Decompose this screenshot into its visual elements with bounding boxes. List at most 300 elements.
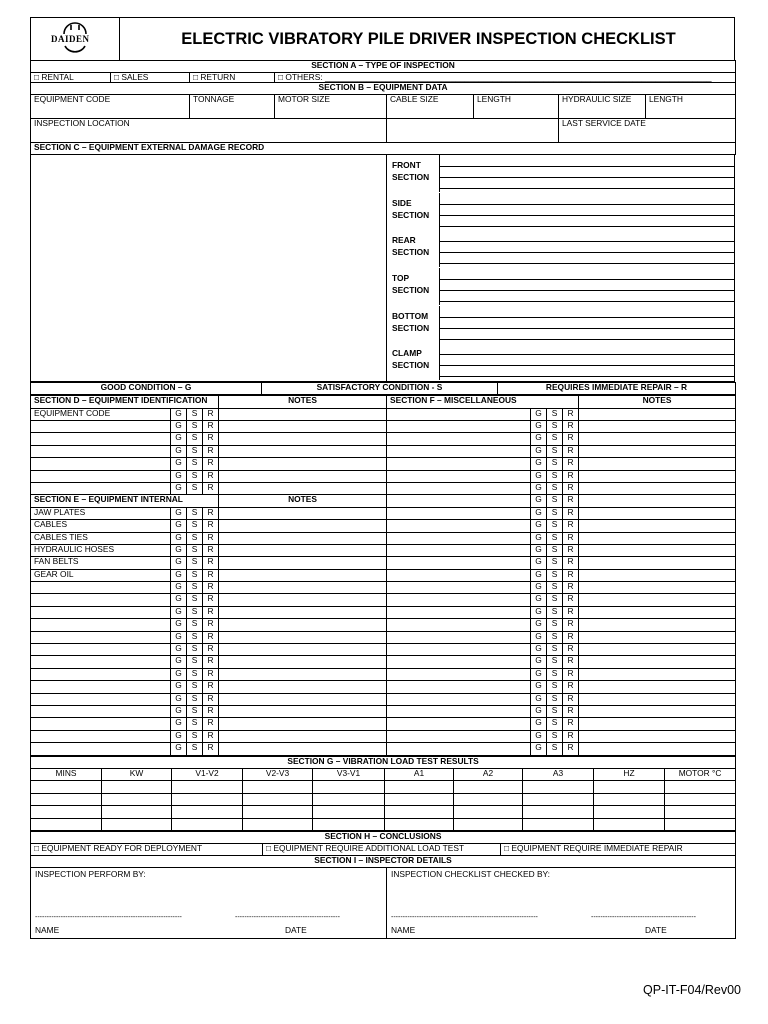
section-f-item[interactable] <box>387 408 531 420</box>
rating-g[interactable]: G <box>531 470 547 482</box>
rating-g[interactable]: G <box>171 619 187 631</box>
section-f-item[interactable] <box>387 458 531 470</box>
rating-g[interactable]: G <box>171 706 187 718</box>
section-e-note[interactable] <box>219 532 387 544</box>
rating-s[interactable]: S <box>187 693 203 705</box>
conclusion-load-test[interactable]: □ EQUIPMENT REQUIRE ADDITIONAL LOAD TEST <box>263 843 501 855</box>
rating-r[interactable]: R <box>203 557 219 569</box>
section-d-note[interactable] <box>219 445 387 457</box>
section-f-note[interactable] <box>579 668 736 680</box>
load-test-cell[interactable] <box>594 806 665 818</box>
rating-s[interactable]: S <box>547 594 563 606</box>
load-test-cell[interactable] <box>313 781 385 793</box>
rating-r[interactable]: R <box>203 544 219 556</box>
section-f-note[interactable] <box>579 693 736 705</box>
rating-g[interactable]: G <box>531 743 547 755</box>
section-e-item[interactable]: JAW PLATES <box>31 507 171 519</box>
load-test-cell[interactable] <box>31 806 102 818</box>
field-inspection-location[interactable]: INSPECTION LOCATION <box>31 119 387 143</box>
section-f-note[interactable] <box>579 544 736 556</box>
load-test-cell[interactable] <box>172 818 243 830</box>
rating-r[interactable]: R <box>203 421 219 433</box>
rating-s[interactable]: S <box>547 706 563 718</box>
section-e-item[interactable]: HYDRAULIC HOSES <box>31 544 171 556</box>
rating-r[interactable]: R <box>203 408 219 420</box>
rating-r[interactable]: R <box>203 656 219 668</box>
rating-s[interactable]: S <box>547 470 563 482</box>
rating-r[interactable]: R <box>563 458 579 470</box>
rating-r[interactable]: R <box>203 445 219 457</box>
load-test-cell[interactable] <box>172 781 243 793</box>
section-d-note[interactable] <box>219 470 387 482</box>
section-e-note[interactable] <box>219 582 387 594</box>
damage-write-line[interactable] <box>439 166 734 167</box>
rating-s[interactable]: S <box>547 421 563 433</box>
rating-r[interactable]: R <box>563 619 579 631</box>
rating-s[interactable]: S <box>547 557 563 569</box>
option-sales[interactable]: □ SALES <box>111 73 190 83</box>
load-test-cell[interactable] <box>102 818 172 830</box>
section-f-note[interactable] <box>579 433 736 445</box>
rating-g[interactable]: G <box>531 606 547 618</box>
damage-write-line[interactable] <box>439 365 734 366</box>
rating-s[interactable]: S <box>187 445 203 457</box>
section-e-item[interactable] <box>31 594 171 606</box>
section-f-item[interactable] <box>387 644 531 656</box>
section-e-item[interactable] <box>31 718 171 730</box>
field-equipment-code[interactable]: EQUIPMENT CODE <box>31 95 190 119</box>
rating-r[interactable]: R <box>203 520 219 532</box>
section-e-note[interactable] <box>219 594 387 606</box>
rating-s[interactable]: S <box>547 743 563 755</box>
rating-r[interactable]: R <box>203 681 219 693</box>
rating-r[interactable]: R <box>563 582 579 594</box>
rating-s[interactable]: S <box>187 594 203 606</box>
rating-s[interactable]: S <box>187 433 203 445</box>
load-test-cell[interactable] <box>243 781 313 793</box>
section-d-note[interactable] <box>219 421 387 433</box>
rating-g[interactable]: G <box>531 668 547 680</box>
section-f-item[interactable] <box>387 706 531 718</box>
rating-s[interactable]: S <box>547 693 563 705</box>
load-test-cell[interactable] <box>313 818 385 830</box>
rating-r[interactable]: R <box>203 644 219 656</box>
rating-g[interactable]: G <box>171 656 187 668</box>
section-f-item[interactable] <box>387 532 531 544</box>
load-test-cell[interactable] <box>523 818 594 830</box>
section-f-item[interactable] <box>387 470 531 482</box>
rating-r[interactable]: R <box>203 582 219 594</box>
damage-write-line[interactable] <box>439 339 734 340</box>
section-f-item[interactable] <box>387 433 531 445</box>
section-d-item[interactable] <box>31 458 171 470</box>
load-test-cell[interactable] <box>243 818 313 830</box>
rating-s[interactable]: S <box>547 433 563 445</box>
section-e-item[interactable] <box>31 644 171 656</box>
section-f-item[interactable] <box>387 743 531 755</box>
section-d-item[interactable] <box>31 421 171 433</box>
section-e-note[interactable] <box>219 656 387 668</box>
section-e-note[interactable] <box>219 507 387 519</box>
damage-write-line[interactable] <box>439 204 734 205</box>
load-test-cell[interactable] <box>385 806 454 818</box>
section-f-note[interactable] <box>579 619 736 631</box>
section-f-item[interactable] <box>387 619 531 631</box>
option-rental[interactable]: □ RENTAL <box>31 73 111 83</box>
field-last-service-date[interactable]: LAST SERVICE DATE <box>559 119 736 143</box>
section-f-note[interactable] <box>579 706 736 718</box>
damage-write-line[interactable] <box>439 252 734 253</box>
field-location-value[interactable] <box>387 119 559 143</box>
section-f-item[interactable] <box>387 569 531 581</box>
section-f-note[interactable] <box>579 532 736 544</box>
section-e-note[interactable] <box>219 681 387 693</box>
rating-s[interactable]: S <box>187 482 203 494</box>
rating-g[interactable]: G <box>171 718 187 730</box>
rating-g[interactable]: G <box>171 631 187 643</box>
inspector-box[interactable] <box>31 867 387 938</box>
rating-g[interactable]: G <box>531 706 547 718</box>
rating-g[interactable]: G <box>531 532 547 544</box>
damage-write-line[interactable] <box>439 290 734 291</box>
section-e-note[interactable] <box>219 520 387 532</box>
rating-g[interactable]: G <box>531 619 547 631</box>
section-f-note[interactable] <box>579 718 736 730</box>
rating-g[interactable]: G <box>531 433 547 445</box>
section-e-note[interactable] <box>219 619 387 631</box>
rating-s[interactable]: S <box>187 470 203 482</box>
section-f-item[interactable] <box>387 582 531 594</box>
rating-r[interactable]: R <box>563 631 579 643</box>
rating-g[interactable]: G <box>531 495 547 507</box>
load-test-cell[interactable] <box>523 793 594 805</box>
section-e-item[interactable]: CABLES <box>31 520 171 532</box>
damage-write-line[interactable] <box>439 177 734 178</box>
rating-g[interactable]: G <box>171 433 187 445</box>
rating-s[interactable]: S <box>187 644 203 656</box>
section-f-note[interactable] <box>579 507 736 519</box>
rating-s[interactable]: S <box>547 482 563 494</box>
damage-write-line[interactable] <box>439 188 734 189</box>
rating-s[interactable]: S <box>187 408 203 420</box>
rating-s[interactable]: S <box>547 569 563 581</box>
section-e-item[interactable] <box>31 681 171 693</box>
load-test-cell[interactable] <box>172 806 243 818</box>
rating-r[interactable]: R <box>563 544 579 556</box>
rating-g[interactable]: G <box>171 520 187 532</box>
damage-write-line[interactable] <box>439 226 734 227</box>
section-e-note[interactable] <box>219 706 387 718</box>
damage-write-line[interactable] <box>439 215 734 216</box>
rating-s[interactable]: S <box>547 445 563 457</box>
section-e-item[interactable] <box>31 706 171 718</box>
option-return[interactable]: □ RETURN <box>190 73 275 83</box>
rating-s[interactable]: S <box>547 606 563 618</box>
rating-r[interactable]: R <box>203 470 219 482</box>
section-e-item[interactable] <box>31 668 171 680</box>
rating-s[interactable]: S <box>547 668 563 680</box>
section-e-note[interactable] <box>219 557 387 569</box>
rating-s[interactable]: S <box>547 520 563 532</box>
rating-g[interactable]: G <box>531 421 547 433</box>
rating-r[interactable]: R <box>203 668 219 680</box>
section-f-note[interactable] <box>579 582 736 594</box>
rating-s[interactable]: S <box>547 507 563 519</box>
load-test-cell[interactable] <box>385 793 454 805</box>
section-e-note[interactable] <box>219 743 387 755</box>
rating-s[interactable]: S <box>187 656 203 668</box>
rating-r[interactable]: R <box>203 718 219 730</box>
rating-s[interactable]: S <box>187 718 203 730</box>
load-test-cell[interactable] <box>31 818 102 830</box>
rating-r[interactable]: R <box>203 507 219 519</box>
checker-box[interactable] <box>387 867 736 938</box>
rating-s[interactable]: S <box>187 631 203 643</box>
section-f-item[interactable] <box>387 421 531 433</box>
rating-s[interactable]: S <box>547 458 563 470</box>
rating-s[interactable]: S <box>187 681 203 693</box>
rating-r[interactable]: R <box>203 594 219 606</box>
section-e-item[interactable] <box>31 631 171 643</box>
load-test-cell[interactable] <box>523 781 594 793</box>
load-test-cell[interactable] <box>454 806 523 818</box>
section-d-item[interactable] <box>31 433 171 445</box>
load-test-cell[interactable] <box>385 781 454 793</box>
section-f-note[interactable] <box>579 445 736 457</box>
damage-write-line[interactable] <box>439 263 734 264</box>
damage-write-line[interactable] <box>439 328 734 329</box>
rating-g[interactable]: G <box>531 569 547 581</box>
damage-write-line[interactable] <box>439 317 734 318</box>
section-f-item[interactable] <box>387 507 531 519</box>
section-f-item[interactable] <box>387 631 531 643</box>
rating-s[interactable]: S <box>187 668 203 680</box>
rating-s[interactable]: S <box>187 606 203 618</box>
rating-g[interactable]: G <box>531 557 547 569</box>
load-test-cell[interactable] <box>243 806 313 818</box>
rating-g[interactable]: G <box>171 681 187 693</box>
rating-r[interactable]: R <box>563 532 579 544</box>
section-f-item[interactable] <box>387 594 531 606</box>
rating-s[interactable]: S <box>547 408 563 420</box>
load-test-cell[interactable] <box>102 806 172 818</box>
section-f-item[interactable] <box>387 445 531 457</box>
rating-s[interactable]: S <box>187 743 203 755</box>
rating-g[interactable]: G <box>531 656 547 668</box>
section-e-item[interactable] <box>31 693 171 705</box>
load-test-cell[interactable] <box>454 793 523 805</box>
rating-g[interactable]: G <box>171 668 187 680</box>
damage-sketch-area[interactable] <box>31 155 387 381</box>
load-test-cell[interactable] <box>102 793 172 805</box>
section-e-item[interactable] <box>31 743 171 755</box>
rating-r[interactable]: R <box>203 743 219 755</box>
section-d-note[interactable] <box>219 433 387 445</box>
rating-r[interactable]: R <box>563 718 579 730</box>
rating-g[interactable]: G <box>531 520 547 532</box>
section-f-note[interactable] <box>579 408 736 420</box>
section-e-note[interactable] <box>219 644 387 656</box>
section-f-item[interactable] <box>387 606 531 618</box>
rating-r[interactable]: R <box>563 706 579 718</box>
rating-g[interactable]: G <box>171 445 187 457</box>
section-d-item[interactable] <box>31 445 171 457</box>
field-tonnage[interactable]: TONNAGE <box>190 95 275 119</box>
load-test-cell[interactable] <box>313 806 385 818</box>
section-f-item[interactable] <box>387 520 531 532</box>
rating-s[interactable]: S <box>187 569 203 581</box>
rating-r[interactable]: R <box>203 569 219 581</box>
field-hydraulic-length[interactable]: LENGTH <box>646 95 736 119</box>
rating-r[interactable]: R <box>563 681 579 693</box>
section-d-item[interactable] <box>31 470 171 482</box>
section-d-note[interactable] <box>219 408 387 420</box>
rating-s[interactable]: S <box>187 544 203 556</box>
load-test-cell[interactable] <box>665 806 736 818</box>
rating-g[interactable]: G <box>171 743 187 755</box>
rating-g[interactable]: G <box>171 470 187 482</box>
section-f-item[interactable] <box>387 656 531 668</box>
section-f-note[interactable] <box>579 458 736 470</box>
rating-g[interactable]: G <box>531 582 547 594</box>
section-e-item[interactable] <box>31 582 171 594</box>
field-motor-size[interactable]: MOTOR SIZE <box>275 95 387 119</box>
rating-s[interactable]: S <box>187 557 203 569</box>
rating-g[interactable]: G <box>531 594 547 606</box>
rating-s[interactable]: S <box>187 730 203 742</box>
rating-g[interactable]: G <box>531 693 547 705</box>
rating-g[interactable]: G <box>531 718 547 730</box>
rating-r[interactable]: R <box>563 644 579 656</box>
damage-write-line[interactable] <box>439 376 734 377</box>
damage-write-line[interactable] <box>439 354 734 355</box>
section-e-note[interactable] <box>219 730 387 742</box>
rating-g[interactable]: G <box>531 507 547 519</box>
load-test-cell[interactable] <box>31 793 102 805</box>
rating-r[interactable]: R <box>563 693 579 705</box>
rating-r[interactable]: R <box>203 693 219 705</box>
rating-r[interactable]: R <box>563 445 579 457</box>
damage-write-line[interactable] <box>439 241 734 242</box>
rating-g[interactable]: G <box>171 458 187 470</box>
load-test-cell[interactable] <box>243 793 313 805</box>
section-e-item[interactable]: CABLES TIES <box>31 532 171 544</box>
rating-r[interactable]: R <box>203 706 219 718</box>
rating-r[interactable]: R <box>203 619 219 631</box>
section-f-item[interactable] <box>387 718 531 730</box>
field-length[interactable]: LENGTH <box>474 95 559 119</box>
conclusion-ready[interactable]: □ EQUIPMENT READY FOR DEPLOYMENT <box>31 843 263 855</box>
rating-g[interactable]: G <box>171 532 187 544</box>
section-f-note[interactable] <box>579 569 736 581</box>
rating-r[interactable]: R <box>563 606 579 618</box>
rating-r[interactable]: R <box>563 668 579 680</box>
rating-s[interactable]: S <box>547 681 563 693</box>
rating-s[interactable]: S <box>187 458 203 470</box>
load-test-cell[interactable] <box>594 781 665 793</box>
damage-write-line[interactable] <box>439 279 734 280</box>
rating-g[interactable]: G <box>171 421 187 433</box>
rating-r[interactable]: R <box>563 507 579 519</box>
section-e-item[interactable] <box>31 606 171 618</box>
rating-s[interactable]: S <box>547 619 563 631</box>
section-e-note[interactable] <box>219 668 387 680</box>
rating-r[interactable]: R <box>563 656 579 668</box>
section-d-note[interactable] <box>219 458 387 470</box>
field-cable-size[interactable]: CABLE SIZE <box>387 95 474 119</box>
section-f-note[interactable] <box>579 631 736 643</box>
rating-s[interactable]: S <box>187 706 203 718</box>
load-test-cell[interactable] <box>665 781 736 793</box>
rating-r[interactable]: R <box>563 433 579 445</box>
rating-g[interactable]: G <box>531 730 547 742</box>
load-test-cell[interactable] <box>313 793 385 805</box>
section-f-note[interactable] <box>579 482 736 494</box>
rating-r[interactable]: R <box>203 730 219 742</box>
rating-g[interactable]: G <box>531 458 547 470</box>
rating-g[interactable]: G <box>531 681 547 693</box>
section-f-note[interactable] <box>579 594 736 606</box>
section-f-note[interactable] <box>579 656 736 668</box>
load-test-cell[interactable] <box>385 818 454 830</box>
rating-g[interactable]: G <box>171 606 187 618</box>
rating-r[interactable]: R <box>563 408 579 420</box>
section-e-note[interactable] <box>219 693 387 705</box>
field-hydraulic-size[interactable]: HYDRAULIC SIZE <box>559 95 646 119</box>
section-f-note[interactable] <box>579 470 736 482</box>
rating-r[interactable]: R <box>203 606 219 618</box>
section-f-item[interactable] <box>387 544 531 556</box>
section-f-note[interactable] <box>579 495 736 507</box>
load-test-cell[interactable] <box>454 818 523 830</box>
rating-s[interactable]: S <box>187 520 203 532</box>
load-test-cell[interactable] <box>523 806 594 818</box>
load-test-cell[interactable] <box>102 781 172 793</box>
option-others[interactable]: □ OTHERS: ___________________________________________________________________________________ <box>275 73 736 83</box>
section-f-note[interactable] <box>579 730 736 742</box>
rating-g[interactable]: G <box>531 445 547 457</box>
rating-g[interactable]: G <box>171 594 187 606</box>
rating-r[interactable]: R <box>563 470 579 482</box>
rating-g[interactable]: G <box>171 569 187 581</box>
section-e-note[interactable] <box>219 606 387 618</box>
load-test-cell[interactable] <box>454 781 523 793</box>
load-test-cell[interactable] <box>594 793 665 805</box>
rating-g[interactable]: G <box>171 507 187 519</box>
section-f-item[interactable] <box>387 681 531 693</box>
section-f-note[interactable] <box>579 520 736 532</box>
load-test-cell[interactable] <box>665 818 736 830</box>
rating-s[interactable]: S <box>547 582 563 594</box>
section-d-note[interactable] <box>219 482 387 494</box>
section-f-item[interactable] <box>387 668 531 680</box>
damage-write-line[interactable] <box>439 301 734 302</box>
section-f-note[interactable] <box>579 681 736 693</box>
rating-r[interactable]: R <box>563 569 579 581</box>
section-e-note[interactable] <box>219 569 387 581</box>
rating-g[interactable]: G <box>171 730 187 742</box>
rating-g[interactable]: G <box>531 631 547 643</box>
section-e-item[interactable]: FAN BELTS <box>31 557 171 569</box>
rating-r[interactable]: R <box>563 743 579 755</box>
rating-r[interactable]: R <box>203 532 219 544</box>
section-f-note[interactable] <box>579 557 736 569</box>
section-e-item[interactable] <box>31 730 171 742</box>
rating-s[interactable]: S <box>187 507 203 519</box>
rating-g[interactable]: G <box>171 582 187 594</box>
rating-s[interactable]: S <box>547 644 563 656</box>
rating-s[interactable]: S <box>187 532 203 544</box>
